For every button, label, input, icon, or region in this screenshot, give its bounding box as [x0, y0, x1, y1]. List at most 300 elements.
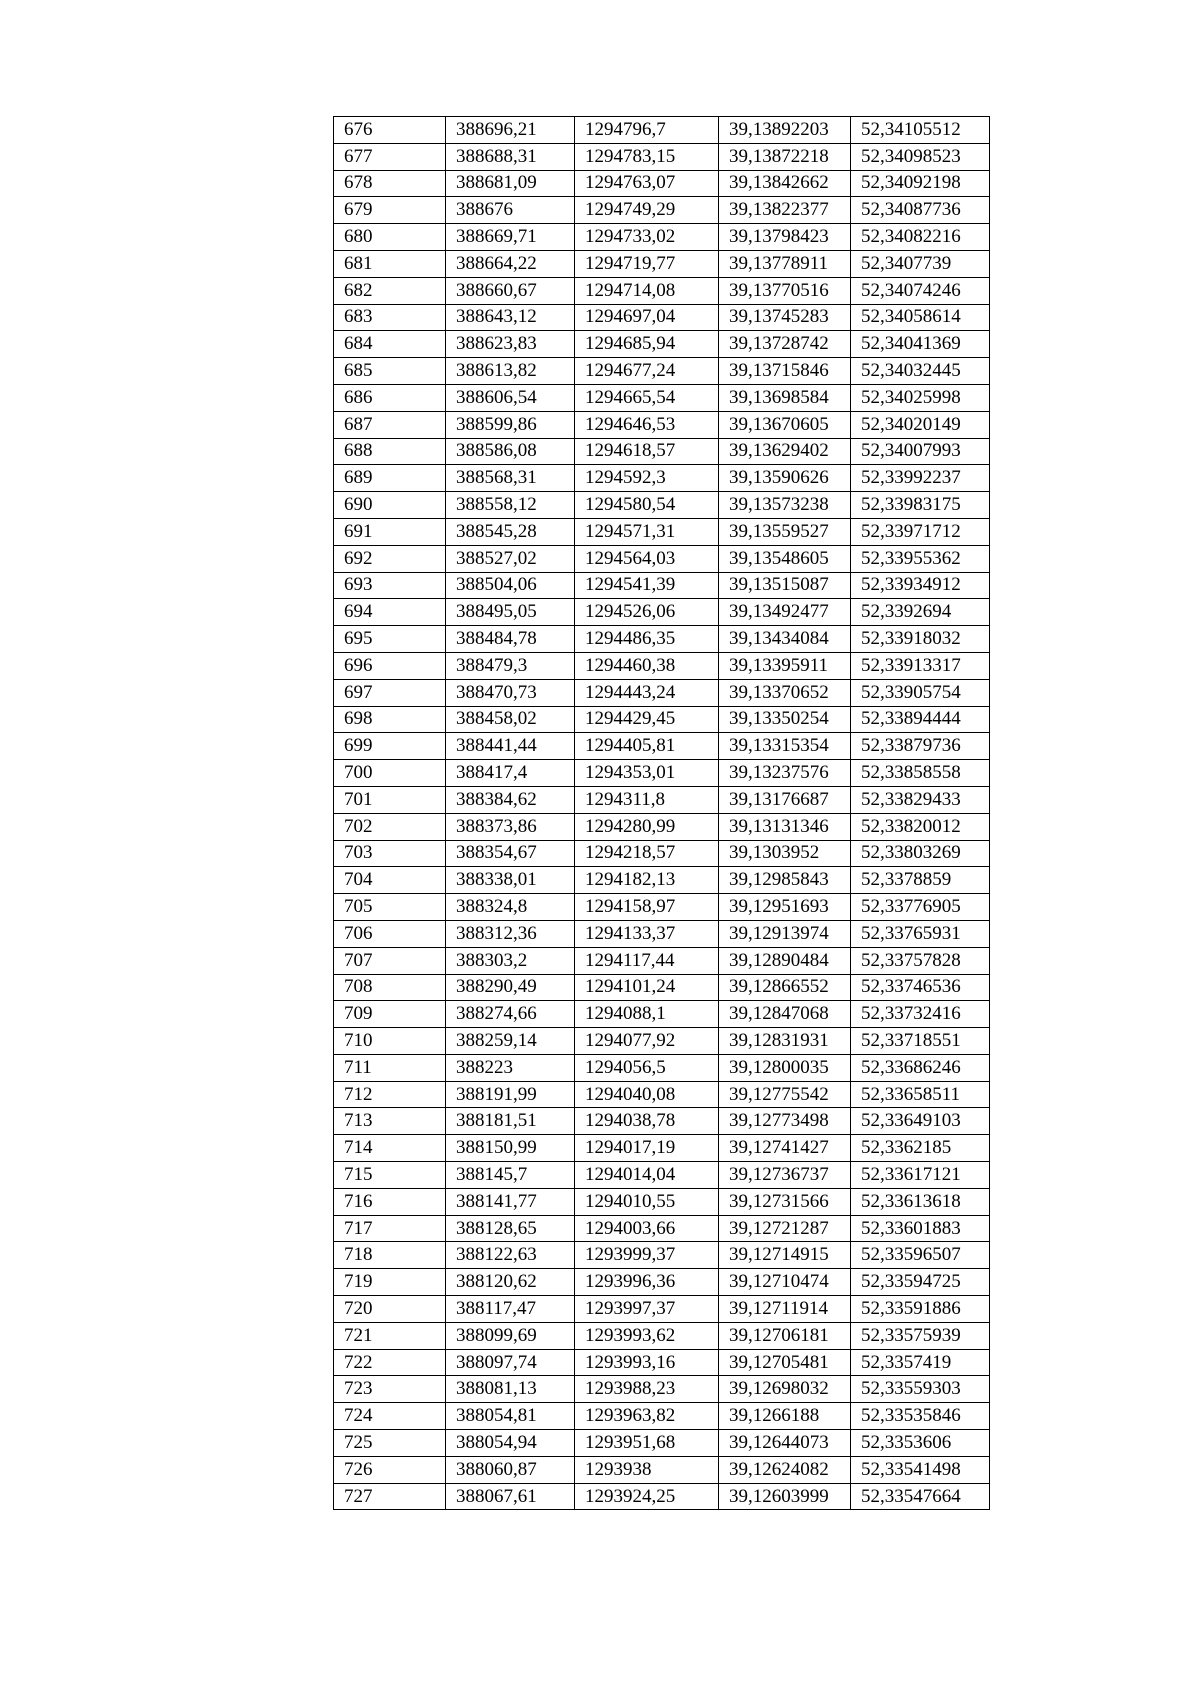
- latitude-cell: 52,33591886: [851, 1296, 990, 1323]
- longitude-cell: 39,13778911: [719, 250, 851, 277]
- y-coordinate-cell: 1294541,39: [575, 572, 719, 599]
- latitude-cell: 52,34087736: [851, 197, 990, 224]
- y-coordinate-cell: 1294592,3: [575, 465, 719, 492]
- longitude-cell: 39,13822377: [719, 197, 851, 224]
- x-coordinate-cell: 388081,13: [446, 1376, 575, 1403]
- x-coordinate-cell: 388150,99: [446, 1135, 575, 1162]
- y-coordinate-cell: 1293951,68: [575, 1430, 719, 1457]
- table-row: [334, 974, 990, 1001]
- longitude-cell: 39,12913974: [719, 920, 851, 947]
- x-coordinate-cell: 388290,49: [446, 974, 575, 1001]
- latitude-cell: 52,34007993: [851, 438, 990, 465]
- y-coordinate-cell: 1294429,45: [575, 706, 719, 733]
- y-coordinate-cell: 1294677,24: [575, 358, 719, 385]
- longitude-cell: 39,13350254: [719, 706, 851, 733]
- point-number-cell: 679: [334, 197, 446, 224]
- y-coordinate-cell: 1294580,54: [575, 492, 719, 519]
- y-coordinate-cell: 1294733,02: [575, 224, 719, 251]
- x-coordinate-cell: 388441,44: [446, 733, 575, 760]
- point-number-cell: 696: [334, 652, 446, 679]
- longitude-cell: 39,12985843: [719, 867, 851, 894]
- longitude-cell: 39,12706181: [719, 1322, 851, 1349]
- longitude-cell: 39,12847068: [719, 1001, 851, 1028]
- table-row: [334, 117, 990, 144]
- y-coordinate-cell: 1294763,07: [575, 170, 719, 197]
- point-number-cell: 721: [334, 1322, 446, 1349]
- table-row: [334, 1349, 990, 1376]
- latitude-cell: 52,33955362: [851, 545, 990, 572]
- table-row: [334, 599, 990, 626]
- x-coordinate-cell: 388312,36: [446, 920, 575, 947]
- x-coordinate-cell: 388117,47: [446, 1296, 575, 1323]
- y-coordinate-cell: 1294218,57: [575, 840, 719, 867]
- longitude-cell: 39,12775542: [719, 1081, 851, 1108]
- y-coordinate-cell: 1294646,53: [575, 411, 719, 438]
- longitude-cell: 39,13872218: [719, 143, 851, 170]
- latitude-cell: 52,33918032: [851, 626, 990, 653]
- latitude-cell: 52,33803269: [851, 840, 990, 867]
- latitude-cell: 52,3392694: [851, 599, 990, 626]
- x-coordinate-cell: 388338,01: [446, 867, 575, 894]
- longitude-cell: 39,13892203: [719, 117, 851, 144]
- table-row: [334, 706, 990, 733]
- y-coordinate-cell: 1293999,37: [575, 1242, 719, 1269]
- latitude-cell: 52,3353606: [851, 1430, 990, 1457]
- x-coordinate-cell: 388545,28: [446, 518, 575, 545]
- table-row: [334, 384, 990, 411]
- point-number-cell: 680: [334, 224, 446, 251]
- latitude-cell: 52,33596507: [851, 1242, 990, 1269]
- point-number-cell: 677: [334, 143, 446, 170]
- table-row: [334, 224, 990, 251]
- latitude-cell: 52,33575939: [851, 1322, 990, 1349]
- y-coordinate-cell: 1294749,29: [575, 197, 719, 224]
- latitude-cell: 52,33992237: [851, 465, 990, 492]
- table-row: [334, 652, 990, 679]
- table-row: [334, 1108, 990, 1135]
- point-number-cell: 717: [334, 1215, 446, 1242]
- longitude-cell: 39,12736737: [719, 1162, 851, 1189]
- table-row: [334, 170, 990, 197]
- x-coordinate-cell: 388373,86: [446, 813, 575, 840]
- table-row: [334, 1269, 990, 1296]
- latitude-cell: 52,33776905: [851, 894, 990, 921]
- x-coordinate-cell: 388613,82: [446, 358, 575, 385]
- table-row: [334, 733, 990, 760]
- longitude-cell: 39,12866552: [719, 974, 851, 1001]
- latitude-cell: 52,34041369: [851, 331, 990, 358]
- y-coordinate-cell: 1294017,19: [575, 1135, 719, 1162]
- longitude-cell: 39,13590626: [719, 465, 851, 492]
- y-coordinate-cell: 1293993,16: [575, 1349, 719, 1376]
- y-coordinate-cell: 1294443,24: [575, 679, 719, 706]
- longitude-cell: 39,13515087: [719, 572, 851, 599]
- table-row: [334, 1322, 990, 1349]
- point-number-cell: 678: [334, 170, 446, 197]
- x-coordinate-cell: 388681,09: [446, 170, 575, 197]
- latitude-cell: 52,34025998: [851, 384, 990, 411]
- table-row: [334, 492, 990, 519]
- table-row: [334, 465, 990, 492]
- table-row: [334, 438, 990, 465]
- point-number-cell: 683: [334, 304, 446, 331]
- x-coordinate-cell: 388606,54: [446, 384, 575, 411]
- latitude-cell: 52,3357419: [851, 1349, 990, 1376]
- latitude-cell: 52,34098523: [851, 143, 990, 170]
- point-number-cell: 702: [334, 813, 446, 840]
- longitude-cell: 39,12890484: [719, 947, 851, 974]
- table-row: [334, 1376, 990, 1403]
- y-coordinate-cell: 1294486,35: [575, 626, 719, 653]
- point-number-cell: 708: [334, 974, 446, 1001]
- longitude-cell: 39,12800035: [719, 1054, 851, 1081]
- y-coordinate-cell: 1294714,08: [575, 277, 719, 304]
- x-coordinate-cell: 388417,4: [446, 760, 575, 787]
- longitude-cell: 39,1303952: [719, 840, 851, 867]
- point-number-cell: 685: [334, 358, 446, 385]
- point-number-cell: 724: [334, 1403, 446, 1430]
- table-row: [334, 572, 990, 599]
- y-coordinate-cell: 1293997,37: [575, 1296, 719, 1323]
- longitude-cell: 39,13842662: [719, 170, 851, 197]
- y-coordinate-cell: 1294010,55: [575, 1188, 719, 1215]
- x-coordinate-cell: 388145,7: [446, 1162, 575, 1189]
- point-number-cell: 719: [334, 1269, 446, 1296]
- x-coordinate-cell: 388568,31: [446, 465, 575, 492]
- latitude-cell: 52,33934912: [851, 572, 990, 599]
- point-number-cell: 706: [334, 920, 446, 947]
- table-row: [334, 626, 990, 653]
- longitude-cell: 39,12714915: [719, 1242, 851, 1269]
- latitude-cell: 52,34020149: [851, 411, 990, 438]
- x-coordinate-cell: 388586,08: [446, 438, 575, 465]
- y-coordinate-cell: 1293988,23: [575, 1376, 719, 1403]
- longitude-cell: 39,13728742: [719, 331, 851, 358]
- longitude-cell: 39,13548605: [719, 545, 851, 572]
- latitude-cell: 52,33757828: [851, 947, 990, 974]
- table-row: [334, 277, 990, 304]
- y-coordinate-cell: 1293924,25: [575, 1483, 719, 1510]
- latitude-cell: 52,3362185: [851, 1135, 990, 1162]
- table-row: [334, 947, 990, 974]
- longitude-cell: 39,12644073: [719, 1430, 851, 1457]
- y-coordinate-cell: 1293993,62: [575, 1322, 719, 1349]
- latitude-cell: 52,33601883: [851, 1215, 990, 1242]
- latitude-cell: 52,3378859: [851, 867, 990, 894]
- table-row: [334, 1403, 990, 1430]
- y-coordinate-cell: 1294040,08: [575, 1081, 719, 1108]
- latitude-cell: 52,33535846: [851, 1403, 990, 1430]
- table-row: [334, 1215, 990, 1242]
- table-row: [334, 358, 990, 385]
- point-number-cell: 697: [334, 679, 446, 706]
- table-row: [334, 1483, 990, 1510]
- point-number-cell: 689: [334, 465, 446, 492]
- table-row: [334, 331, 990, 358]
- y-coordinate-cell: 1294311,8: [575, 786, 719, 813]
- latitude-cell: 52,33905754: [851, 679, 990, 706]
- y-coordinate-cell: 1294038,78: [575, 1108, 719, 1135]
- y-coordinate-cell: 1294685,94: [575, 331, 719, 358]
- table-row: [334, 1028, 990, 1055]
- point-number-cell: 727: [334, 1483, 446, 1510]
- longitude-cell: 39,13715846: [719, 358, 851, 385]
- point-number-cell: 681: [334, 250, 446, 277]
- table-row: [334, 411, 990, 438]
- x-coordinate-cell: 388060,87: [446, 1456, 575, 1483]
- longitude-cell: 39,13698584: [719, 384, 851, 411]
- point-number-cell: 705: [334, 894, 446, 921]
- y-coordinate-cell: 1294665,54: [575, 384, 719, 411]
- longitude-cell: 39,13670605: [719, 411, 851, 438]
- point-number-cell: 707: [334, 947, 446, 974]
- longitude-cell: 39,13770516: [719, 277, 851, 304]
- longitude-cell: 39,12624082: [719, 1456, 851, 1483]
- x-coordinate-cell: 388097,74: [446, 1349, 575, 1376]
- y-coordinate-cell: 1294405,81: [575, 733, 719, 760]
- y-coordinate-cell: 1294618,57: [575, 438, 719, 465]
- longitude-cell: 39,12698032: [719, 1376, 851, 1403]
- latitude-cell: 52,33983175: [851, 492, 990, 519]
- point-number-cell: 692: [334, 545, 446, 572]
- table-row: [334, 813, 990, 840]
- point-number-cell: 718: [334, 1242, 446, 1269]
- x-coordinate-cell: 388558,12: [446, 492, 575, 519]
- point-number-cell: 715: [334, 1162, 446, 1189]
- x-coordinate-cell: 388696,21: [446, 117, 575, 144]
- point-number-cell: 709: [334, 1001, 446, 1028]
- point-number-cell: 720: [334, 1296, 446, 1323]
- y-coordinate-cell: 1294182,13: [575, 867, 719, 894]
- table-row: [334, 1296, 990, 1323]
- latitude-cell: 52,34092198: [851, 170, 990, 197]
- latitude-cell: 52,3407739: [851, 250, 990, 277]
- y-coordinate-cell: 1294088,1: [575, 1001, 719, 1028]
- latitude-cell: 52,33829433: [851, 786, 990, 813]
- longitude-cell: 39,12951693: [719, 894, 851, 921]
- x-coordinate-cell: 388099,69: [446, 1322, 575, 1349]
- x-coordinate-cell: 388274,66: [446, 1001, 575, 1028]
- table-row: [334, 760, 990, 787]
- point-number-cell: 704: [334, 867, 446, 894]
- longitude-cell: 39,13434084: [719, 626, 851, 653]
- x-coordinate-cell: 388122,63: [446, 1242, 575, 1269]
- y-coordinate-cell: 1294564,03: [575, 545, 719, 572]
- table-row: [334, 143, 990, 170]
- point-number-cell: 713: [334, 1108, 446, 1135]
- y-coordinate-cell: 1294003,66: [575, 1215, 719, 1242]
- point-number-cell: 695: [334, 626, 446, 653]
- longitude-cell: 39,12741427: [719, 1135, 851, 1162]
- coordinates-table: [333, 116, 990, 1510]
- latitude-cell: 52,34082216: [851, 224, 990, 251]
- x-coordinate-cell: 388599,86: [446, 411, 575, 438]
- table-row: [334, 1242, 990, 1269]
- latitude-cell: 52,33649103: [851, 1108, 990, 1135]
- table-row: [334, 786, 990, 813]
- x-coordinate-cell: 388495,05: [446, 599, 575, 626]
- x-coordinate-cell: 388324,8: [446, 894, 575, 921]
- latitude-cell: 52,33879736: [851, 733, 990, 760]
- point-number-cell: 714: [334, 1135, 446, 1162]
- latitude-cell: 52,33718551: [851, 1028, 990, 1055]
- y-coordinate-cell: 1294460,38: [575, 652, 719, 679]
- x-coordinate-cell: 388458,02: [446, 706, 575, 733]
- x-coordinate-cell: 388688,31: [446, 143, 575, 170]
- y-coordinate-cell: 1294571,31: [575, 518, 719, 545]
- table-row: [334, 840, 990, 867]
- y-coordinate-cell: 1293938: [575, 1456, 719, 1483]
- table-row: [334, 1188, 990, 1215]
- y-coordinate-cell: 1294117,44: [575, 947, 719, 974]
- point-number-cell: 686: [334, 384, 446, 411]
- x-coordinate-cell: 388067,61: [446, 1483, 575, 1510]
- table-row: [334, 1081, 990, 1108]
- longitude-cell: 39,13395911: [719, 652, 851, 679]
- x-coordinate-cell: 388669,71: [446, 224, 575, 251]
- point-number-cell: 700: [334, 760, 446, 787]
- y-coordinate-cell: 1294158,97: [575, 894, 719, 921]
- x-coordinate-cell: 388504,06: [446, 572, 575, 599]
- latitude-cell: 52,34058614: [851, 304, 990, 331]
- latitude-cell: 52,33547664: [851, 1483, 990, 1510]
- y-coordinate-cell: 1294697,04: [575, 304, 719, 331]
- longitude-cell: 39,13559527: [719, 518, 851, 545]
- x-coordinate-cell: 388527,02: [446, 545, 575, 572]
- latitude-cell: 52,34032445: [851, 358, 990, 385]
- y-coordinate-cell: 1294056,5: [575, 1054, 719, 1081]
- x-coordinate-cell: 388676: [446, 197, 575, 224]
- table-row: [334, 518, 990, 545]
- table-row: [334, 867, 990, 894]
- point-number-cell: 726: [334, 1456, 446, 1483]
- point-number-cell: 690: [334, 492, 446, 519]
- point-number-cell: 722: [334, 1349, 446, 1376]
- table-row: [334, 1430, 990, 1457]
- point-number-cell: 676: [334, 117, 446, 144]
- latitude-cell: 52,33913317: [851, 652, 990, 679]
- latitude-cell: 52,33617121: [851, 1162, 990, 1189]
- point-number-cell: 691: [334, 518, 446, 545]
- x-coordinate-cell: 388664,22: [446, 250, 575, 277]
- table-row: [334, 545, 990, 572]
- y-coordinate-cell: 1294796,7: [575, 117, 719, 144]
- table-row: [334, 1135, 990, 1162]
- latitude-cell: 52,33820012: [851, 813, 990, 840]
- table-row: [334, 250, 990, 277]
- x-coordinate-cell: 388303,2: [446, 947, 575, 974]
- y-coordinate-cell: 1294353,01: [575, 760, 719, 787]
- point-number-cell: 684: [334, 331, 446, 358]
- x-coordinate-cell: 388470,73: [446, 679, 575, 706]
- longitude-cell: 39,13131346: [719, 813, 851, 840]
- y-coordinate-cell: 1294783,15: [575, 143, 719, 170]
- point-number-cell: 712: [334, 1081, 446, 1108]
- point-number-cell: 725: [334, 1430, 446, 1457]
- x-coordinate-cell: 388660,67: [446, 277, 575, 304]
- y-coordinate-cell: 1294101,24: [575, 974, 719, 1001]
- longitude-cell: 39,13492477: [719, 599, 851, 626]
- x-coordinate-cell: 388354,67: [446, 840, 575, 867]
- x-coordinate-cell: 388643,12: [446, 304, 575, 331]
- point-number-cell: 699: [334, 733, 446, 760]
- table-row: [334, 1001, 990, 1028]
- latitude-cell: 52,33746536: [851, 974, 990, 1001]
- table-row: [334, 197, 990, 224]
- y-coordinate-cell: 1294077,92: [575, 1028, 719, 1055]
- y-coordinate-cell: 1294719,77: [575, 250, 719, 277]
- latitude-cell: 52,33613618: [851, 1188, 990, 1215]
- longitude-cell: 39,13629402: [719, 438, 851, 465]
- y-coordinate-cell: 1293996,36: [575, 1269, 719, 1296]
- x-coordinate-cell: 388120,62: [446, 1269, 575, 1296]
- point-number-cell: 693: [334, 572, 446, 599]
- longitude-cell: 39,13745283: [719, 304, 851, 331]
- y-coordinate-cell: 1294014,04: [575, 1162, 719, 1189]
- point-number-cell: 698: [334, 706, 446, 733]
- point-number-cell: 687: [334, 411, 446, 438]
- longitude-cell: 39,12773498: [719, 1108, 851, 1135]
- table-row: [334, 1456, 990, 1483]
- table-row: [334, 304, 990, 331]
- longitude-cell: 39,12711914: [719, 1296, 851, 1323]
- x-coordinate-cell: 388054,94: [446, 1430, 575, 1457]
- point-number-cell: 711: [334, 1054, 446, 1081]
- longitude-cell: 39,13176687: [719, 786, 851, 813]
- latitude-cell: 52,33686246: [851, 1054, 990, 1081]
- longitude-cell: 39,13798423: [719, 224, 851, 251]
- x-coordinate-cell: 388484,78: [446, 626, 575, 653]
- longitude-cell: 39,12705481: [719, 1349, 851, 1376]
- latitude-cell: 52,33858558: [851, 760, 990, 787]
- point-number-cell: 703: [334, 840, 446, 867]
- longitude-cell: 39,12710474: [719, 1269, 851, 1296]
- point-number-cell: 701: [334, 786, 446, 813]
- table-row: [334, 894, 990, 921]
- longitude-cell: 39,13315354: [719, 733, 851, 760]
- table-row: [334, 1162, 990, 1189]
- x-coordinate-cell: 388181,51: [446, 1108, 575, 1135]
- y-coordinate-cell: 1294133,37: [575, 920, 719, 947]
- longitude-cell: 39,12731566: [719, 1188, 851, 1215]
- point-number-cell: 723: [334, 1376, 446, 1403]
- longitude-cell: 39,13573238: [719, 492, 851, 519]
- x-coordinate-cell: 388479,3: [446, 652, 575, 679]
- longitude-cell: 39,13370652: [719, 679, 851, 706]
- table-row: [334, 920, 990, 947]
- table-row: [334, 679, 990, 706]
- point-number-cell: 688: [334, 438, 446, 465]
- longitude-cell: 39,1266188: [719, 1403, 851, 1430]
- coordinates-table-body: [334, 117, 990, 1510]
- latitude-cell: 52,33894444: [851, 706, 990, 733]
- point-number-cell: 716: [334, 1188, 446, 1215]
- point-number-cell: 710: [334, 1028, 446, 1055]
- x-coordinate-cell: 388128,65: [446, 1215, 575, 1242]
- latitude-cell: 52,33594725: [851, 1269, 990, 1296]
- longitude-cell: 39,12721287: [719, 1215, 851, 1242]
- point-number-cell: 682: [334, 277, 446, 304]
- x-coordinate-cell: 388191,99: [446, 1081, 575, 1108]
- latitude-cell: 52,34105512: [851, 117, 990, 144]
- longitude-cell: 39,13237576: [719, 760, 851, 787]
- latitude-cell: 52,33765931: [851, 920, 990, 947]
- latitude-cell: 52,33658511: [851, 1081, 990, 1108]
- x-coordinate-cell: 388623,83: [446, 331, 575, 358]
- table-row: [334, 1054, 990, 1081]
- longitude-cell: 39,12831931: [719, 1028, 851, 1055]
- y-coordinate-cell: 1294526,06: [575, 599, 719, 626]
